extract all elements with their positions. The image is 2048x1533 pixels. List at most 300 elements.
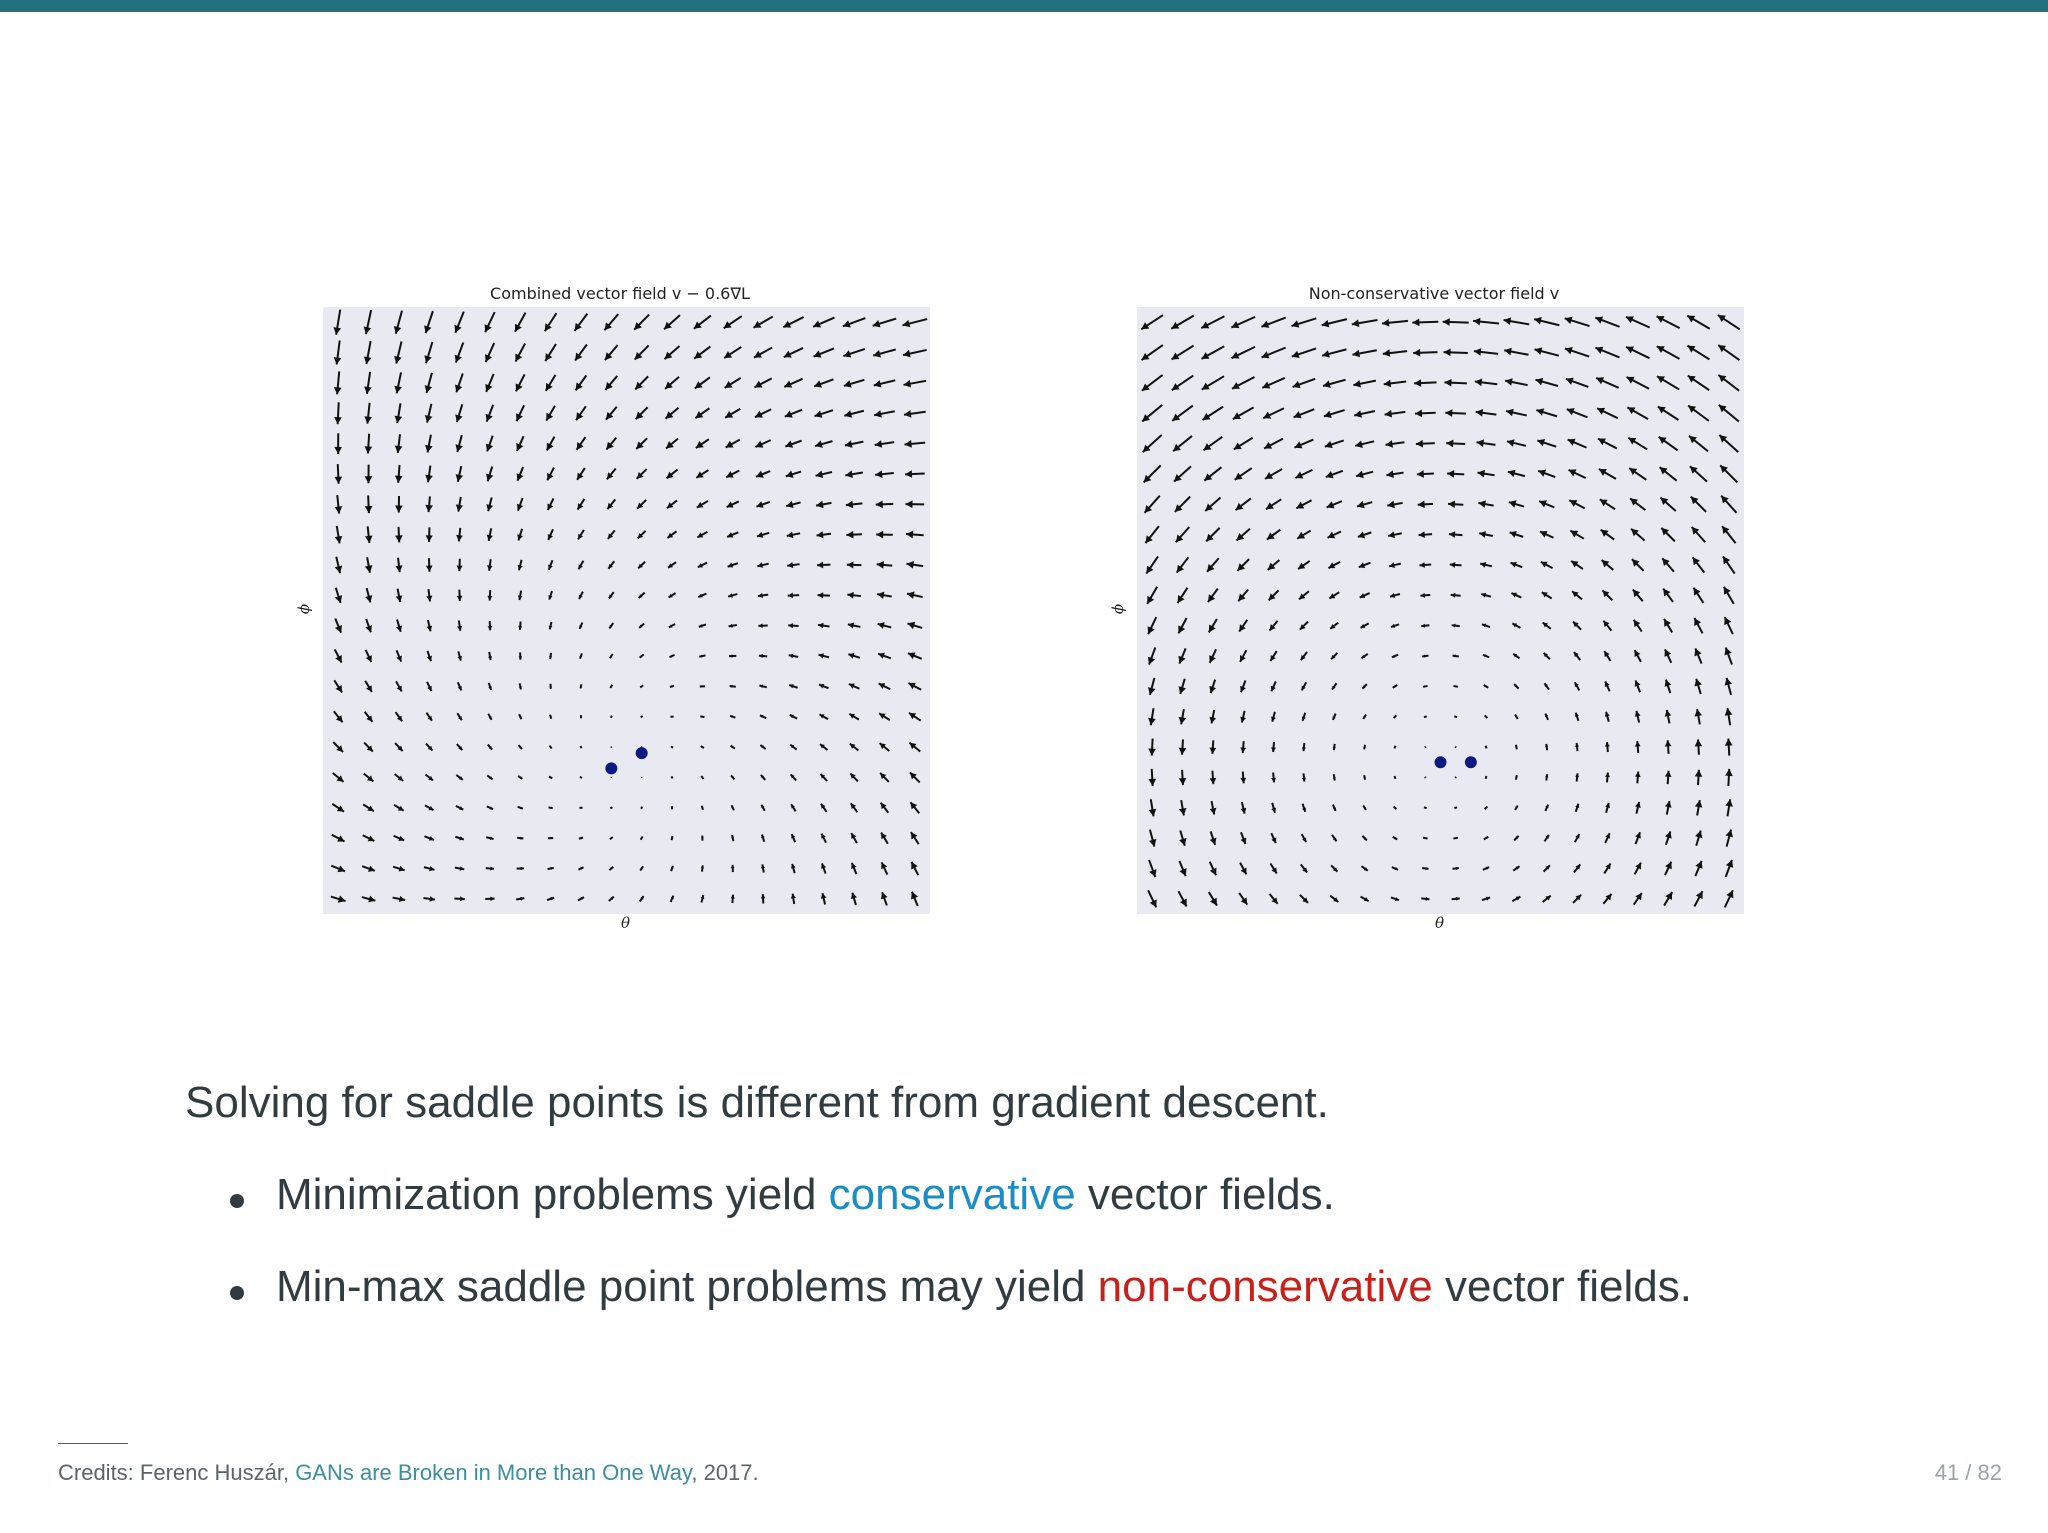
vector-arrow xyxy=(515,344,525,362)
vector-arrow xyxy=(1485,806,1488,809)
vector-arrow xyxy=(545,313,557,331)
vector-arrow xyxy=(908,652,922,659)
vector-arrow xyxy=(1635,681,1641,693)
vector-arrow xyxy=(666,439,678,449)
vector-arrow xyxy=(456,497,463,512)
vector-arrow xyxy=(1423,837,1428,839)
vector-arrow xyxy=(485,312,495,332)
vector-arrow xyxy=(1418,501,1433,509)
vector-arrow xyxy=(1419,562,1431,568)
vector-arrow xyxy=(671,747,673,748)
vector-arrow xyxy=(335,588,342,603)
vector-arrow xyxy=(1543,623,1551,629)
vector-arrow xyxy=(761,894,766,903)
vector-arrow xyxy=(1726,860,1733,877)
vector-arrow xyxy=(785,441,801,448)
plot-nonconservative-field xyxy=(1109,280,1759,940)
vector-arrow xyxy=(903,350,927,358)
vector-arrow xyxy=(365,465,373,484)
vector-arrow xyxy=(1271,742,1276,752)
vector-arrow xyxy=(1414,379,1437,387)
vector-arrow xyxy=(456,806,463,810)
vector-arrow xyxy=(580,777,582,778)
vector-arrow xyxy=(1595,347,1619,358)
vector-arrow xyxy=(754,347,772,357)
vector-arrow xyxy=(1240,711,1246,723)
vector-arrow xyxy=(1240,650,1246,662)
vector-arrow xyxy=(1174,466,1191,481)
vector-arrow xyxy=(1298,561,1310,569)
vector-arrow xyxy=(1394,806,1397,809)
vector-arrow xyxy=(1485,715,1488,718)
plot-area xyxy=(1137,307,1744,914)
vector-arrow xyxy=(365,588,372,602)
vector-arrow xyxy=(639,593,645,598)
page-number: 41 / 82 xyxy=(1934,1460,2002,1485)
vector-arrow xyxy=(456,559,462,571)
vector-arrow xyxy=(364,310,372,334)
vector-arrow xyxy=(1657,346,1680,359)
vector-arrow xyxy=(634,315,649,330)
vector-arrow xyxy=(1483,654,1489,657)
vector-arrow xyxy=(456,775,462,780)
vector-arrow xyxy=(1425,747,1426,748)
vector-arrow xyxy=(668,562,676,568)
vector-arrow xyxy=(1725,678,1732,695)
vector-arrow xyxy=(635,376,648,389)
vector-arrow xyxy=(1422,655,1428,658)
vector-arrow xyxy=(844,410,863,417)
vector-arrow xyxy=(1327,501,1342,508)
vector-arrow xyxy=(1513,654,1519,659)
vector-arrow xyxy=(757,532,769,538)
vector-arrow xyxy=(641,716,643,717)
vector-arrow xyxy=(517,837,523,840)
vector-arrow xyxy=(880,743,890,751)
vector-arrow xyxy=(1575,682,1580,690)
x-axis-label: θ xyxy=(621,914,631,932)
vector-arrow xyxy=(1515,775,1517,780)
vector-arrow xyxy=(847,592,861,599)
vector-arrow xyxy=(518,622,522,630)
vector-arrow xyxy=(1451,593,1461,598)
vector-arrow xyxy=(1359,562,1371,568)
vector-arrow xyxy=(1721,496,1736,513)
vector-arrow xyxy=(1149,830,1156,847)
vector-arrow xyxy=(1149,799,1157,816)
vector-arrow xyxy=(1695,770,1703,785)
vector-arrow xyxy=(1688,406,1709,421)
vector-arrow xyxy=(700,685,705,688)
plot-title xyxy=(295,284,945,303)
vector-arrow xyxy=(813,318,834,328)
vector-arrow xyxy=(487,559,493,570)
vector-arrow xyxy=(395,774,404,781)
vector-arrow xyxy=(335,495,343,514)
vector-arrow xyxy=(455,343,464,363)
vector-arrow xyxy=(724,316,742,328)
vector-arrow xyxy=(575,314,588,331)
credits-prefix: Credits: Ferenc Huszár, xyxy=(58,1460,296,1485)
vector-arrow xyxy=(579,592,583,599)
vector-arrow xyxy=(1571,561,1583,569)
vector-arrow xyxy=(1302,804,1306,812)
vector-arrow xyxy=(785,410,802,418)
vector-arrow xyxy=(1394,776,1395,779)
vector-arrow xyxy=(455,373,463,392)
vector-arrow xyxy=(1544,835,1549,841)
vector-arrow xyxy=(1575,834,1580,842)
vector-arrow xyxy=(1474,348,1498,356)
vector-arrow xyxy=(516,374,525,391)
vector-arrow xyxy=(1724,647,1731,664)
vector-arrow xyxy=(1535,347,1559,355)
vector-arrow xyxy=(606,407,617,420)
vector-arrow xyxy=(1660,467,1677,481)
vector-arrow xyxy=(394,836,405,841)
vector-arrow xyxy=(1301,864,1307,872)
vector-arrow xyxy=(910,772,920,782)
vector-arrow xyxy=(699,655,705,658)
vector-arrow xyxy=(1178,648,1185,663)
vector-arrow xyxy=(365,434,373,454)
vector-arrow xyxy=(1720,465,1737,482)
vector-arrow xyxy=(1324,410,1345,418)
vector-arrow xyxy=(909,713,921,721)
vector-arrow xyxy=(1148,647,1155,664)
vector-arrow xyxy=(1331,653,1337,659)
vector-arrow xyxy=(1209,740,1216,754)
vector-arrow xyxy=(910,802,919,813)
vector-arrow xyxy=(395,558,402,572)
vector-arrow xyxy=(845,470,863,478)
vector-arrow xyxy=(1264,439,1283,449)
vector-arrow xyxy=(906,561,923,569)
vector-arrow xyxy=(876,501,894,509)
vector-arrow xyxy=(905,470,925,478)
vector-arrow xyxy=(1694,588,1704,603)
vector-arrow xyxy=(1725,799,1733,816)
vector-arrow xyxy=(335,619,342,633)
vector-arrow xyxy=(1179,770,1187,785)
vector-arrow xyxy=(1362,684,1367,689)
vector-arrow xyxy=(1514,836,1519,841)
iterate-point xyxy=(636,747,648,759)
vector-arrow xyxy=(1598,438,1617,448)
vector-arrow xyxy=(332,835,345,842)
vector-arrow xyxy=(731,865,735,872)
vector-arrow xyxy=(1271,772,1276,782)
vector-arrow xyxy=(1237,559,1249,571)
vector-arrow xyxy=(1173,436,1192,451)
vector-arrow xyxy=(1718,345,1739,360)
vector-arrow xyxy=(1238,589,1248,601)
vector-arrow xyxy=(757,562,768,568)
vector-arrow xyxy=(729,654,736,658)
vector-arrow xyxy=(457,744,462,750)
bullet-text-before: Minimization problems yield xyxy=(276,1170,829,1219)
vector-arrow xyxy=(1449,531,1463,538)
vector-arrow xyxy=(635,345,649,359)
vector-arrow xyxy=(1665,680,1672,694)
vector-arrow xyxy=(518,560,523,570)
vector-arrow xyxy=(1179,830,1186,845)
vector-arrow xyxy=(907,591,923,599)
vector-arrow xyxy=(1202,376,1224,389)
vector-arrow xyxy=(1662,558,1674,572)
vector-arrow xyxy=(1333,774,1336,780)
vector-arrow xyxy=(488,621,493,630)
vector-arrow xyxy=(1263,408,1284,418)
vector-arrow xyxy=(760,745,765,749)
vector-arrow xyxy=(1569,469,1586,478)
vector-arrow xyxy=(1482,624,1490,628)
vector-arrow xyxy=(671,836,673,840)
vector-arrow xyxy=(456,528,463,542)
vector-arrow xyxy=(1695,861,1702,876)
vector-arrow xyxy=(1232,347,1255,359)
vector-arrow xyxy=(1545,774,1548,780)
vector-arrow xyxy=(1294,440,1313,449)
vector-arrow xyxy=(696,470,708,478)
vector-arrow xyxy=(1725,708,1733,725)
iterate-point xyxy=(1435,756,1447,768)
vector-arrow xyxy=(791,774,796,780)
vector-arrow xyxy=(851,833,857,843)
vector-arrow xyxy=(1605,742,1610,752)
vector-arrow xyxy=(1542,592,1552,598)
vector-arrow xyxy=(426,744,433,751)
vector-arrow xyxy=(611,716,612,718)
vector-arrow xyxy=(791,864,796,873)
vector-arrow xyxy=(671,806,673,809)
vector-arrow xyxy=(1332,835,1337,841)
plot-title-text: Non-conservative vector field v xyxy=(1308,284,1560,303)
vector-arrow xyxy=(1302,713,1306,721)
vector-arrow xyxy=(1534,317,1559,325)
vector-arrow xyxy=(1177,557,1189,572)
vector-arrow xyxy=(694,316,711,329)
vector-arrow xyxy=(790,745,796,750)
vector-arrow xyxy=(487,528,493,541)
vector-arrow xyxy=(577,468,585,480)
vector-arrow xyxy=(1694,891,1702,906)
vector-arrow xyxy=(1635,772,1641,784)
vector-arrow xyxy=(1657,316,1680,328)
vector-arrow xyxy=(786,501,800,508)
vector-arrow xyxy=(1665,771,1672,785)
vector-arrow xyxy=(1202,346,1225,359)
vector-arrow xyxy=(364,743,373,752)
vector-arrow xyxy=(1235,468,1252,480)
vector-arrow xyxy=(364,773,374,781)
vector-arrow xyxy=(424,311,433,333)
vector-arrow xyxy=(700,716,704,718)
vector-arrow xyxy=(815,440,832,447)
vector-arrow xyxy=(1423,685,1428,687)
vector-arrow xyxy=(1420,593,1430,598)
top-bar xyxy=(0,0,2048,12)
vector-arrow xyxy=(879,713,890,720)
vector-arrow xyxy=(1294,409,1315,418)
vector-arrow xyxy=(1514,684,1519,689)
vector-arrow xyxy=(578,897,584,900)
vector-arrow xyxy=(1510,531,1524,538)
vector-arrow xyxy=(1172,346,1194,360)
vector-arrow xyxy=(669,655,674,658)
vector-arrow xyxy=(1384,380,1407,388)
vector-arrow xyxy=(427,651,432,661)
vector-arrow xyxy=(1266,499,1281,509)
vector-arrow xyxy=(611,746,613,748)
vector-arrow xyxy=(666,408,679,419)
vector-arrow xyxy=(1421,624,1429,628)
vector-arrow xyxy=(396,681,402,691)
vector-arrow xyxy=(1234,438,1253,450)
vector-arrow xyxy=(548,529,553,540)
vector-arrow xyxy=(578,499,585,510)
vector-arrow xyxy=(365,557,373,572)
vector-arrow xyxy=(1453,837,1458,839)
vector-arrow xyxy=(698,593,706,597)
vector-arrow xyxy=(1241,832,1247,844)
vector-arrow xyxy=(1207,558,1219,572)
vector-arrow xyxy=(1600,499,1615,509)
vector-arrow xyxy=(1387,501,1402,509)
vector-arrow xyxy=(1302,834,1307,842)
vector-arrow xyxy=(1390,593,1400,598)
vector-arrow xyxy=(671,866,674,871)
vector-arrow xyxy=(1723,556,1735,573)
vector-arrow xyxy=(638,531,646,539)
vector-arrow xyxy=(881,803,889,813)
vector-arrow xyxy=(1454,807,1457,808)
vector-arrow xyxy=(332,804,344,812)
vector-arrow xyxy=(365,526,373,543)
vector-arrow xyxy=(1210,801,1217,815)
vector-arrow xyxy=(1661,528,1675,542)
vector-arrow xyxy=(549,807,553,809)
quiver-canvas xyxy=(1137,307,1744,914)
vector-arrow xyxy=(878,653,891,659)
vector-arrow xyxy=(727,501,739,507)
vector-arrow xyxy=(1388,531,1402,538)
vector-arrow xyxy=(730,685,736,688)
vector-arrow xyxy=(333,742,343,752)
vector-arrow xyxy=(1142,375,1163,391)
vector-arrow xyxy=(1424,807,1427,808)
vector-arrow xyxy=(1575,804,1579,812)
vector-arrow xyxy=(725,409,740,418)
vector-arrow xyxy=(1148,769,1156,786)
vector-arrow xyxy=(1360,593,1370,598)
vector-arrow xyxy=(1724,587,1734,604)
vector-arrow xyxy=(665,377,679,389)
footnote-divider xyxy=(58,1443,128,1444)
vector-arrow xyxy=(1452,624,1460,628)
vector-arrow xyxy=(1695,830,1702,845)
vector-arrow xyxy=(1455,747,1456,748)
x-axis-label: θ xyxy=(1435,914,1445,932)
vector-arrow xyxy=(701,746,704,748)
vector-arrow xyxy=(671,896,674,902)
vector-arrow xyxy=(1293,379,1316,388)
credits-link[interactable]: GANs are Broken in More than One Way xyxy=(295,1460,692,1485)
vector-arrow xyxy=(1444,379,1467,387)
vector-arrow xyxy=(1383,349,1407,357)
vector-arrow xyxy=(701,776,703,779)
vector-arrow xyxy=(1541,562,1553,568)
vector-arrow xyxy=(550,715,552,719)
vector-arrow xyxy=(1210,862,1217,876)
vector-arrow xyxy=(1545,714,1548,720)
vector-arrow xyxy=(547,468,554,481)
vector-arrow xyxy=(1328,531,1342,538)
vector-arrow xyxy=(1690,466,1707,481)
vector-arrow xyxy=(851,863,857,874)
vector-arrow xyxy=(636,438,647,449)
vector-arrow xyxy=(426,527,433,542)
vector-arrow xyxy=(1626,316,1650,327)
vector-arrow xyxy=(1511,562,1523,568)
vector-arrow xyxy=(701,836,704,841)
vector-arrow xyxy=(759,654,767,658)
vector-arrow xyxy=(877,592,892,599)
vector-arrow xyxy=(725,378,741,388)
vector-arrow xyxy=(365,681,372,692)
vector-arrow xyxy=(847,561,862,568)
vector-arrow xyxy=(820,714,829,719)
vector-arrow xyxy=(1147,587,1157,604)
vector-arrow xyxy=(1455,777,1456,778)
vector-arrow xyxy=(580,715,582,718)
vector-arrow xyxy=(1568,439,1587,448)
vector-arrow xyxy=(1148,678,1155,695)
vector-arrow xyxy=(1362,836,1367,841)
vector-arrow xyxy=(427,620,433,631)
vector-arrow xyxy=(1726,830,1733,847)
vector-arrow xyxy=(875,470,894,478)
vector-arrow xyxy=(843,318,865,327)
vector-arrow xyxy=(701,895,705,902)
vector-arrow xyxy=(1391,624,1399,628)
vector-arrow xyxy=(454,896,464,901)
vector-arrow xyxy=(334,402,342,424)
credits xyxy=(58,1460,759,1486)
vector-arrow xyxy=(365,619,372,632)
vector-arrow xyxy=(816,501,831,509)
vector-arrow xyxy=(1357,501,1372,508)
vector-arrow xyxy=(820,744,828,750)
vector-arrow xyxy=(731,835,734,841)
vector-arrow xyxy=(1691,497,1706,512)
vector-arrow xyxy=(821,834,826,843)
vector-arrow xyxy=(455,435,462,452)
vector-arrow xyxy=(731,775,734,779)
vector-arrow xyxy=(1209,649,1216,663)
vector-arrow xyxy=(575,344,587,360)
vector-arrow xyxy=(1605,712,1610,722)
vector-arrow xyxy=(1663,589,1673,603)
vector-arrow xyxy=(1240,863,1246,875)
vector-arrow xyxy=(1208,589,1218,603)
vector-arrow xyxy=(1565,317,1590,326)
vector-arrow xyxy=(697,501,708,508)
vector-arrow xyxy=(485,343,494,362)
vector-arrow xyxy=(1605,803,1610,813)
vector-arrow xyxy=(394,311,402,334)
vector-arrow xyxy=(1595,316,1619,326)
